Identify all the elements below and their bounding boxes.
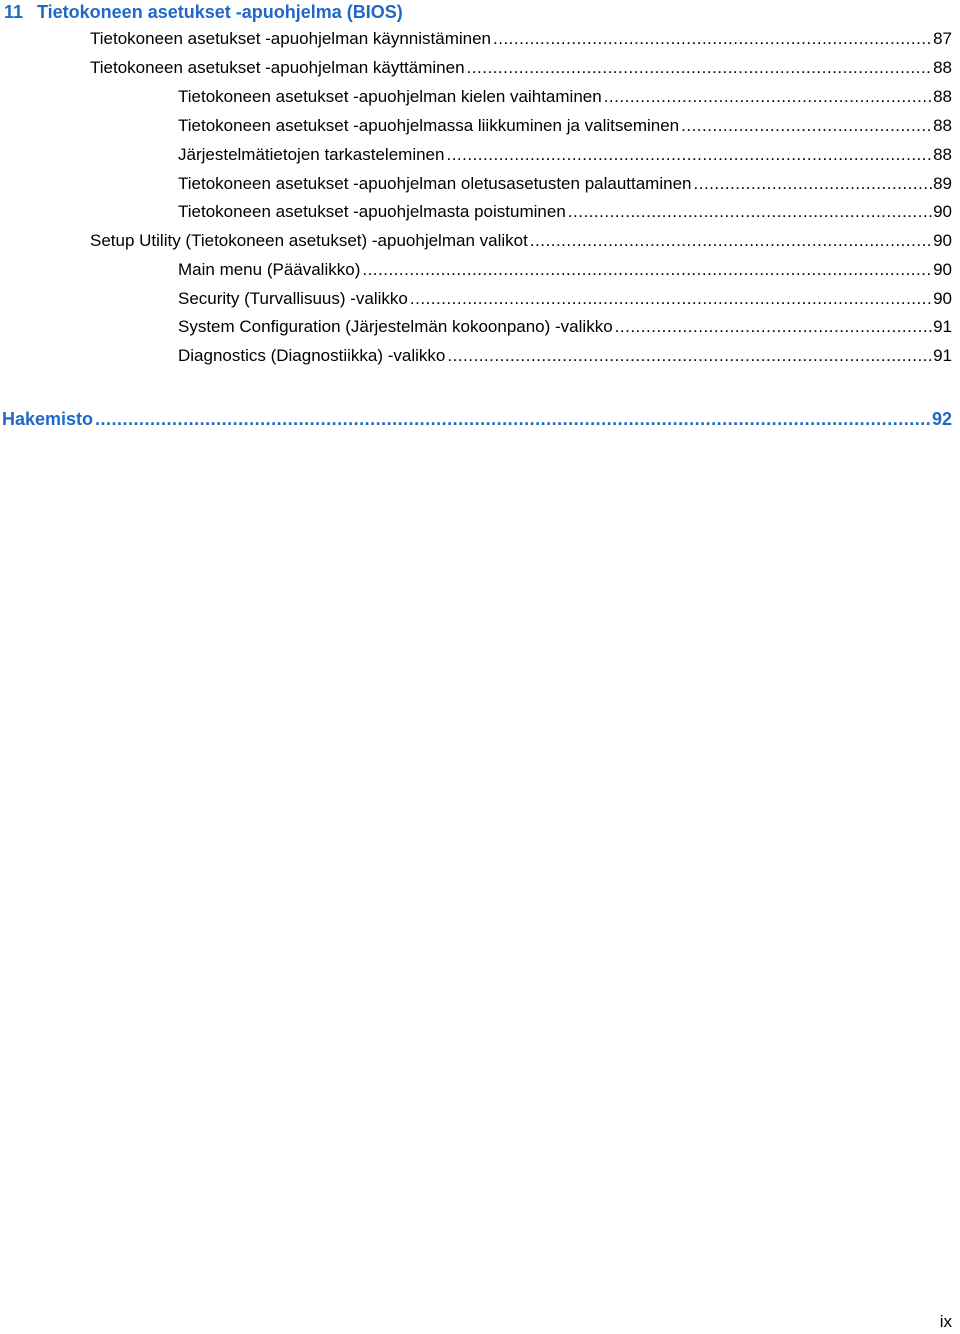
toc-entry-title: Main menu (Päävalikko) <box>178 260 361 279</box>
dot-leader <box>692 172 934 196</box>
dot-leader <box>566 200 933 224</box>
chapter-number: 11 <box>4 2 24 22</box>
toc-entry[interactable] <box>178 114 952 138</box>
toc-entry-page: 88 <box>933 145 952 164</box>
toc-entry-page: 88 <box>933 116 952 135</box>
toc-entry-page: 90 <box>933 231 952 250</box>
toc-entry-page: 91 <box>933 317 952 336</box>
index-entry-title: Hakemisto <box>2 409 94 429</box>
toc-entry-page: 87 <box>933 29 952 48</box>
index-entry[interactable] <box>2 407 952 431</box>
dot-leader <box>93 407 932 431</box>
toc-entry[interactable] <box>178 85 952 109</box>
toc-entry-title: Tietokoneen asetukset -apuohjelman oletusasetusten palauttaminen <box>178 174 692 193</box>
toc-entry[interactable] <box>178 344 952 368</box>
toc-entry-title: Tietokoneen asetukset -apuohjelmassa liikkuminen ja valitseminen <box>178 116 680 135</box>
toc-entry-title: Security (Turvallisuus) -valikko <box>178 289 408 308</box>
dot-leader <box>679 114 933 138</box>
toc-entry-page: 91 <box>933 346 952 365</box>
toc-entry-title: Diagnostics (Diagnostiikka) -valikko <box>178 346 446 365</box>
toc-entry-page: 90 <box>933 289 952 308</box>
dot-leader <box>613 315 933 339</box>
toc-entry-title: Tietokoneen asetukset -apuohjelmasta poistuminen <box>178 202 566 221</box>
toc-entry-page: 90 <box>933 260 952 279</box>
toc-entry[interactable] <box>90 27 952 51</box>
toc-entry[interactable] <box>178 315 952 339</box>
toc-entry[interactable] <box>178 143 952 167</box>
toc-entry[interactable] <box>178 258 952 282</box>
index-entry-page: 92 <box>931 409 952 429</box>
dot-leader <box>602 85 933 109</box>
chapter-heading[interactable] <box>4 0 403 24</box>
toc-entry-page: 89 <box>933 174 952 193</box>
toc-entry[interactable] <box>90 229 952 253</box>
dot-leader <box>360 258 933 282</box>
dot-leader <box>444 143 933 167</box>
dot-leader <box>408 287 933 311</box>
toc-entry-title: Tietokoneen asetukset -apuohjelman käynnistäminen <box>90 29 492 48</box>
dot-leader <box>528 229 933 253</box>
dot-leader <box>491 27 933 51</box>
toc-entry-page: 88 <box>933 87 952 106</box>
toc-entry-title: System Configuration (Järjestelmän kokoonpano) -valikko <box>178 317 613 336</box>
toc-entry-title: Järjestelmätietojen tarkasteleminen <box>178 145 445 164</box>
dot-leader <box>445 344 933 368</box>
toc-entry[interactable] <box>90 56 952 80</box>
toc-entry[interactable] <box>178 172 952 196</box>
toc-entry-title: Tietokoneen asetukset -apuohjelman käyttäminen <box>90 58 465 77</box>
dot-leader <box>465 56 934 80</box>
toc-entry[interactable] <box>178 287 952 311</box>
page-number: ix <box>939 1312 952 1331</box>
toc-entry-title: Setup Utility (Tietokoneen asetukset) -apuohjelman valikot <box>90 231 528 250</box>
toc-entry-title: Tietokoneen asetukset -apuohjelman kielen vaihtaminen <box>178 87 602 106</box>
chapter-title: Tietokoneen asetukset -apuohjelma (BIOS) <box>37 2 403 22</box>
toc-entry-page: 90 <box>933 202 952 221</box>
toc-entry[interactable] <box>178 200 952 224</box>
toc-entry-page: 88 <box>933 58 952 77</box>
